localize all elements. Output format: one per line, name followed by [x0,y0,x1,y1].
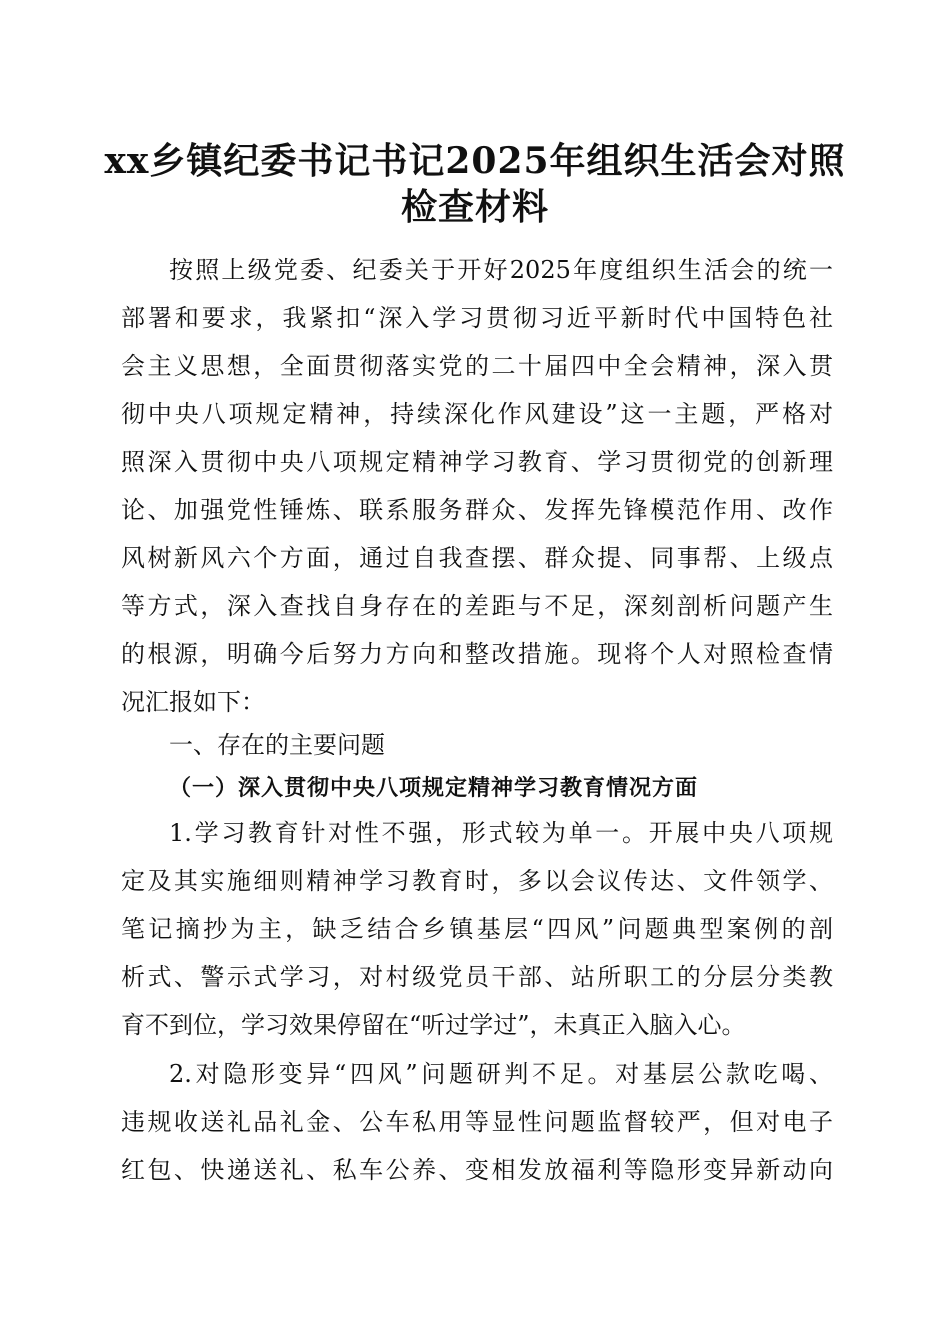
intro-line: 的根源，明确今后努力方向和整改措施。现将个人对照检查情 [121,640,833,668]
document-title-line-2: 检查材料 [400,186,549,228]
item-1-line: 1.学习教育针对性不强，形式较为单一。开展中央八项规 [169,819,833,847]
intro-line: 照深入贯彻中央八项规定精神学习教育、学习贯彻党的创新理 [121,448,833,476]
document-title-line-1: xx乡镇纪委书记书记2025年组织生活会对照 [104,140,846,182]
item-2-line: 违规收送礼品礼金、公车私用等显性问题监督较严，但对电子 [121,1108,833,1136]
item-1-line: 笔记摘抄为主，缺乏结合乡镇基层“四风”问题典型案例的剖 [121,915,833,943]
intro-line: 会主义思想，全面贯彻落实党的二十届四中全会精神，深入贯 [121,352,833,380]
item-1-line: 析式、警示式学习，对村级党员干部、站所职工的分层分类教 [121,963,833,991]
item-2-line: 2.对隐形变异“四风”问题研判不足。对基层公款吃喝、 [169,1060,833,1088]
intro-line: 等方式，深入查找自身存在的差距与不足，深刻剖析问题产生 [121,592,833,620]
subsection-heading: （一）深入贯彻中央八项规定精神学习教育情况方面 [169,775,699,801]
intro-line: 况汇报如下： [121,688,265,716]
section-heading: 一、存在的主要问题 [169,731,385,759]
intro-line: 论、加强党性锤炼、联系服务群众、发挥先锋模范作用、改作 [121,496,833,524]
item-1-line: 定及其实施细则精神学习教育时，多以会议传达、文件领学、 [121,867,833,895]
item-1-line: 育不到位，学习效果停留在“听过学过”，未真正入脑入心。 [121,1011,746,1039]
item-2-line: 红包、快递送礼、私车公养、变相发放福利等隐形变异新动向 [121,1156,833,1184]
intro-line: 部署和要求，我紧扣“深入学习贯彻习近平新时代中国特色社 [121,304,833,332]
intro-line: 风树新风六个方面，通过自我查摆、群众提、同事帮、上级点 [121,544,833,572]
intro-line: 按照上级党委、纪委关于开好2025年度组织生活会的统一 [169,256,833,284]
intro-line: 彻中央八项规定精神，持续深化作风建设”这一主题，严格对 [121,400,833,428]
